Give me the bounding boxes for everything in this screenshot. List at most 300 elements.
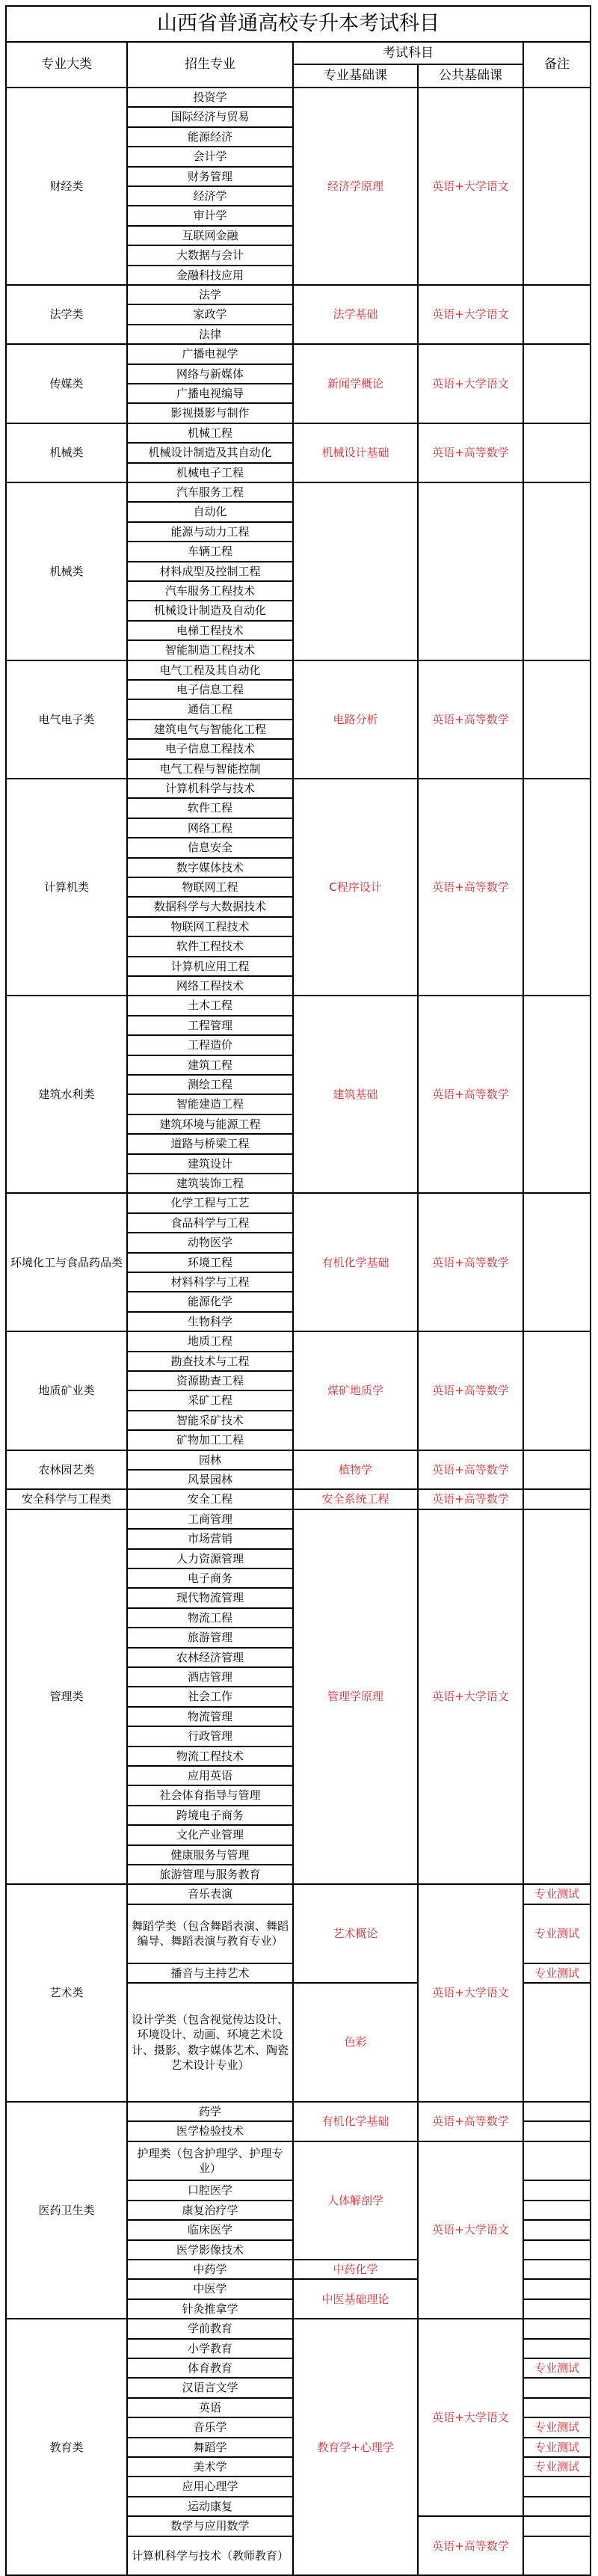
grid-line bbox=[292, 2141, 419, 2142]
major-item: 风景园林 bbox=[187, 1473, 232, 1487]
major-item: 应用心理学 bbox=[182, 2480, 238, 2494]
grid-line bbox=[126, 2397, 294, 2399]
table-title: 山西省普通高校专升本考试科目 bbox=[157, 11, 440, 35]
major-item: 化学工程与工艺 bbox=[170, 1196, 250, 1210]
major-item: 康复治疗学 bbox=[182, 2203, 238, 2217]
public-subject: 英语+高等数学 bbox=[432, 880, 509, 895]
public-subject: 英语+高等数学 bbox=[432, 1255, 509, 1269]
header-professional: 专业基础课 bbox=[324, 68, 387, 84]
professional-subject: 管理学原理 bbox=[327, 1690, 383, 1704]
grid-line bbox=[523, 1982, 591, 1984]
major-item: 计算机应用工程 bbox=[170, 959, 250, 973]
grid-line bbox=[523, 2417, 591, 2418]
major-item: 计算机科学与技术 bbox=[164, 782, 255, 796]
grid-line bbox=[126, 324, 294, 325]
major-item: 旅游管理与服务教育 bbox=[159, 1868, 261, 1882]
major-item: 会计学 bbox=[193, 150, 227, 164]
major-item: 医学影像技术 bbox=[176, 2242, 244, 2257]
professional-subject: 人体解剖学 bbox=[327, 2193, 383, 2207]
grid-line bbox=[126, 225, 294, 227]
major-item: 电子信息工程 bbox=[176, 683, 244, 697]
major-item: 测绘工程 bbox=[187, 1078, 232, 1092]
grid-line bbox=[126, 600, 294, 601]
category-name: 管理类 bbox=[49, 1690, 84, 1704]
grid-line bbox=[523, 2397, 591, 2399]
grid-line bbox=[523, 2120, 591, 2122]
note-professional-test: 专业测试 bbox=[534, 2460, 579, 2474]
grid-line bbox=[523, 41, 524, 2576]
grid-line bbox=[126, 580, 294, 582]
category-name: 教育类 bbox=[49, 2440, 84, 2454]
public-subject: 英语+高等数学 bbox=[432, 1492, 509, 1506]
grid-line bbox=[126, 818, 294, 819]
major-item: 护理类（包含护理学、护理专业） bbox=[137, 2146, 283, 2175]
grid-line bbox=[126, 1844, 294, 1846]
category-name: 农林园艺类 bbox=[38, 1462, 95, 1476]
grid-line bbox=[126, 304, 294, 305]
major-item: 运动康复 bbox=[187, 2499, 232, 2513]
major-item: 影视摄影与制作 bbox=[170, 406, 250, 420]
public-subject: 英语+大学语文 bbox=[432, 2411, 509, 2425]
grid-line bbox=[126, 2515, 294, 2517]
major-item: 广播电视学 bbox=[182, 347, 238, 361]
grid-line bbox=[523, 2180, 591, 2181]
professional-subject: 经济学原理 bbox=[327, 179, 383, 193]
major-item: 人力资源管理 bbox=[176, 1551, 244, 1565]
public-subject: 英语+高等数学 bbox=[432, 2539, 509, 2553]
grid-line bbox=[126, 1666, 294, 1668]
grid-line bbox=[126, 1904, 294, 1905]
grid-line bbox=[126, 205, 294, 206]
grid-line bbox=[523, 2437, 591, 2438]
major-item: 数字媒体技术 bbox=[176, 860, 244, 874]
major-item: 计算机科学与技术（教师教育） bbox=[131, 2548, 289, 2563]
major-item: 舞蹈学类（包含舞蹈表演、舞蹈编导、舞蹈表演与教育专业） bbox=[131, 1919, 289, 1948]
major-item: 数据科学与大数据技术 bbox=[153, 900, 266, 914]
major-item: 社会工作 bbox=[187, 1690, 232, 1704]
major-item: 智能建造工程 bbox=[176, 1097, 244, 1111]
major-item: 软件工程 bbox=[187, 801, 232, 815]
grid-line bbox=[126, 1785, 294, 1786]
professional-subject: C程序设计 bbox=[329, 880, 382, 895]
grid-line bbox=[126, 2141, 294, 2142]
major-item: 播音与主持艺术 bbox=[170, 1966, 250, 1981]
major-item: 采矿工程 bbox=[187, 1393, 232, 1408]
public-subject: 英语+大学语文 bbox=[432, 1986, 509, 2000]
major-item: 文化产业管理 bbox=[176, 1828, 244, 1842]
public-subject: 英语+高等数学 bbox=[432, 2115, 509, 2129]
grid-line bbox=[126, 1094, 294, 1095]
grid-line bbox=[126, 2200, 294, 2201]
grid-line bbox=[126, 1429, 294, 1431]
major-item: 道路与桥梁工程 bbox=[170, 1137, 250, 1151]
grid-line bbox=[126, 1015, 294, 1016]
major-item: 舞蹈学 bbox=[193, 2440, 227, 2454]
major-item: 勘查技术与工程 bbox=[170, 1354, 250, 1368]
grid-line bbox=[126, 41, 128, 2576]
grid-line bbox=[126, 857, 294, 859]
grid-line bbox=[126, 1272, 294, 1273]
table-border-top bbox=[5, 5, 591, 7]
grid-line bbox=[126, 1528, 294, 1530]
grid-line bbox=[523, 2299, 591, 2300]
grid-line bbox=[126, 699, 294, 700]
grid-line bbox=[126, 1469, 294, 1471]
grid-line bbox=[126, 679, 294, 681]
public-subject: 英语+大学语文 bbox=[432, 376, 509, 390]
grid-line bbox=[126, 383, 294, 384]
category-name: 环境化工与食品药品类 bbox=[10, 1255, 123, 1269]
major-item: 物流管理 bbox=[187, 1709, 232, 1723]
public-subject: 英语+大学语文 bbox=[432, 307, 509, 322]
grid-line bbox=[126, 2417, 294, 2418]
grid-line bbox=[417, 2515, 524, 2517]
category-name: 法学类 bbox=[49, 307, 84, 322]
public-subject: 英语+高等数学 bbox=[432, 1462, 509, 1476]
category-name: 艺术类 bbox=[49, 1986, 84, 2000]
grid-line bbox=[126, 245, 294, 246]
major-item: 工商管理 bbox=[187, 1512, 232, 1526]
grid-line bbox=[126, 758, 294, 760]
grid-line bbox=[523, 2141, 591, 2142]
major-item: 家政学 bbox=[193, 307, 227, 322]
major-item: 应用英语 bbox=[187, 1769, 232, 1783]
major-item: 学前教育 bbox=[187, 2322, 232, 2336]
major-item: 工程造价 bbox=[187, 1038, 232, 1052]
major-item: 互联网金融 bbox=[182, 228, 238, 242]
major-item: 经济学 bbox=[193, 189, 227, 203]
grid-line bbox=[292, 64, 524, 65]
grid-line bbox=[126, 521, 294, 523]
category-name: 电气电子类 bbox=[38, 712, 95, 726]
grid-line bbox=[126, 2180, 294, 2181]
major-item: 动物医学 bbox=[187, 1236, 232, 1250]
major-item: 环境工程 bbox=[187, 1255, 232, 1269]
public-subject: 英语+高等数学 bbox=[432, 446, 509, 460]
grid-line bbox=[126, 1963, 294, 1964]
major-item: 食品科学与工程 bbox=[170, 1215, 250, 1230]
major-item: 软件工程技术 bbox=[176, 939, 244, 954]
grid-line bbox=[126, 2239, 294, 2241]
grid-line bbox=[523, 2377, 591, 2379]
grid-line bbox=[523, 2219, 591, 2221]
category-name: 地质矿业类 bbox=[38, 1384, 95, 1398]
grid-line bbox=[126, 1627, 294, 1628]
grid-line bbox=[126, 719, 294, 720]
major-item: 机械电子工程 bbox=[176, 465, 244, 479]
major-item: 中药学 bbox=[193, 2263, 227, 2277]
header-note: 备注 bbox=[544, 57, 570, 73]
grid-line bbox=[126, 1607, 294, 1609]
major-item: 材料成型及控制工程 bbox=[159, 564, 261, 578]
grid-line bbox=[126, 1311, 294, 1313]
grid-line bbox=[5, 41, 591, 43]
major-item: 资源勘查工程 bbox=[176, 1374, 244, 1388]
grid-line bbox=[523, 2496, 591, 2497]
grid-line bbox=[126, 1370, 294, 1372]
grid-line bbox=[126, 956, 294, 957]
grid-line bbox=[292, 2278, 419, 2280]
major-item: 行政管理 bbox=[187, 1729, 232, 1744]
major-item: 机械工程 bbox=[187, 426, 232, 440]
note-professional-test: 专业测试 bbox=[534, 1927, 579, 1941]
header-exam: 考试科目 bbox=[383, 45, 434, 61]
grid-line bbox=[126, 2219, 294, 2221]
professional-subject: 中医基础理论 bbox=[321, 2292, 389, 2306]
major-item: 法学 bbox=[198, 288, 221, 302]
grid-line bbox=[126, 1805, 294, 1806]
grid-line bbox=[126, 1212, 294, 1214]
grid-line bbox=[523, 1963, 591, 1964]
professional-subject: 艺术概论 bbox=[333, 1927, 378, 1941]
grid-line bbox=[126, 1824, 294, 1826]
grid-line bbox=[126, 1390, 294, 1391]
grid-line bbox=[126, 797, 294, 799]
public-subject: 英语+大学语文 bbox=[432, 1690, 509, 1704]
professional-subject: 教育学+心理学 bbox=[317, 2440, 394, 2454]
grid-line bbox=[126, 2437, 294, 2438]
table-border-left bbox=[5, 5, 7, 2576]
major-item: 中医学 bbox=[193, 2282, 227, 2296]
grid-line bbox=[126, 1686, 294, 1687]
grid-line bbox=[292, 2259, 419, 2260]
note-professional-test: 专业测试 bbox=[534, 1966, 579, 1981]
grid-line bbox=[126, 1133, 294, 1135]
major-item: 酒店管理 bbox=[187, 1670, 232, 1684]
grid-line bbox=[126, 1706, 294, 1708]
major-item: 园林 bbox=[198, 1453, 221, 1467]
professional-subject: 机械设计基础 bbox=[321, 446, 389, 460]
major-item: 英语 bbox=[198, 2400, 221, 2414]
major-item: 音乐学 bbox=[193, 2420, 227, 2435]
grid-line bbox=[126, 640, 294, 641]
grid-line bbox=[126, 265, 294, 266]
professional-subject: 电路分析 bbox=[333, 712, 378, 726]
grid-line bbox=[126, 1291, 294, 1292]
grid-line bbox=[126, 2358, 294, 2359]
major-item: 网络工程技术 bbox=[176, 979, 244, 993]
grid-line bbox=[126, 1765, 294, 1767]
major-item: 物流工程 bbox=[187, 1610, 232, 1625]
public-subject: 英语+大学语文 bbox=[432, 179, 509, 193]
major-item: 体育教育 bbox=[187, 2361, 232, 2376]
major-item: 汽车服务工程技术 bbox=[164, 584, 255, 598]
major-item: 数学与应用数学 bbox=[170, 2519, 250, 2533]
grid-line bbox=[126, 1114, 294, 1115]
major-item: 市场营销 bbox=[187, 1532, 232, 1546]
grid-line bbox=[126, 462, 294, 464]
grid-line bbox=[126, 1982, 294, 1984]
major-item: 智能制造工程技术 bbox=[164, 643, 255, 657]
grid-line bbox=[126, 975, 294, 977]
grid-line bbox=[126, 146, 294, 147]
major-item: 金融科技应用 bbox=[176, 268, 244, 282]
grid-line bbox=[126, 364, 294, 365]
major-item: 法律 bbox=[198, 327, 221, 341]
grid-line bbox=[126, 185, 294, 187]
major-item: 机械设计制造及其自动化 bbox=[148, 446, 272, 460]
major-item: 电子商务 bbox=[187, 1571, 232, 1586]
public-subject: 英语+高等数学 bbox=[432, 1088, 509, 1102]
major-item: 电气工程与智能控制 bbox=[159, 761, 261, 776]
grid-line bbox=[126, 2299, 294, 2300]
major-item: 工程管理 bbox=[187, 1018, 232, 1032]
grid-line bbox=[523, 1904, 591, 1905]
major-item: 大数据与会计 bbox=[176, 248, 244, 263]
grid-line bbox=[126, 501, 294, 503]
category-name: 计算机类 bbox=[43, 880, 89, 895]
grid-line bbox=[523, 2338, 591, 2340]
major-item: 物联网工程 bbox=[182, 880, 238, 895]
grid-line bbox=[523, 2476, 591, 2477]
major-item: 农林经济管理 bbox=[176, 1650, 244, 1664]
category-name: 机械类 bbox=[49, 446, 84, 460]
header-major: 招生专业 bbox=[185, 57, 235, 73]
major-item: 电子信息工程技术 bbox=[164, 742, 255, 756]
major-item: 音乐表演 bbox=[187, 1887, 232, 1901]
grid-line bbox=[126, 738, 294, 740]
major-item: 物流工程技术 bbox=[176, 1749, 244, 1763]
grid-line bbox=[523, 2536, 591, 2537]
major-item: 智能采矿技术 bbox=[176, 1413, 244, 1427]
grid-line bbox=[126, 1410, 294, 1411]
grid-line bbox=[126, 1173, 294, 1174]
grid-line bbox=[126, 166, 294, 168]
professional-subject: 法学基础 bbox=[333, 307, 378, 322]
grid-line bbox=[126, 1726, 294, 1727]
major-item: 设计学类（包含视觉传达设计、环境设计、动画、环境艺术设计、摄影、数字媒体艺术、陶瓷艺术设计专业） bbox=[131, 2013, 289, 2072]
major-item: 地质工程 bbox=[187, 1334, 232, 1349]
grid-line bbox=[417, 64, 419, 2576]
professional-subject: 新闻学概论 bbox=[327, 376, 383, 390]
major-item: 审计学 bbox=[193, 209, 227, 223]
category-name: 医药卫生类 bbox=[38, 2203, 95, 2217]
grid-line bbox=[126, 1055, 294, 1056]
grid-line bbox=[126, 936, 294, 937]
grid-line bbox=[126, 1351, 294, 1352]
grid-line bbox=[126, 1568, 294, 1569]
major-item: 汉语言文学 bbox=[182, 2381, 238, 2395]
header-public: 公共基础课 bbox=[439, 68, 502, 84]
grid-line bbox=[523, 2456, 591, 2458]
category-name: 传媒类 bbox=[49, 376, 84, 390]
major-item: 信息安全 bbox=[187, 841, 232, 855]
grid-line bbox=[126, 837, 294, 838]
note-professional-test: 专业测试 bbox=[534, 2440, 579, 2454]
professional-subject: 植物学 bbox=[338, 1462, 372, 1476]
category-name: 安全科学与工程类 bbox=[21, 1492, 111, 1506]
grid-line bbox=[126, 620, 294, 622]
grid-line bbox=[126, 1548, 294, 1550]
major-item: 材料科学与工程 bbox=[170, 1275, 250, 1289]
grid-line bbox=[417, 2141, 524, 2142]
major-item: 电气工程及其自动化 bbox=[159, 663, 261, 677]
major-item: 药学 bbox=[198, 2104, 221, 2118]
grid-line bbox=[126, 561, 294, 562]
grid-line bbox=[126, 2496, 294, 2497]
professional-subject: 煤矿地质学 bbox=[327, 1384, 383, 1398]
table-border-right bbox=[590, 5, 591, 2576]
professional-subject: 安全系统工程 bbox=[321, 1492, 389, 1506]
major-item: 能源经济 bbox=[187, 129, 232, 144]
grid-line bbox=[292, 1982, 419, 1984]
major-item: 健康服务与管理 bbox=[170, 1847, 250, 1862]
grid-line bbox=[126, 2476, 294, 2477]
major-item: 车辆工程 bbox=[187, 545, 232, 559]
major-item: 物联网工程技术 bbox=[170, 919, 250, 933]
professional-subject: 有机化学基础 bbox=[321, 1255, 389, 1269]
grid-line bbox=[523, 2515, 591, 2517]
major-item: 建筑装饰工程 bbox=[176, 1177, 244, 1191]
grid-line bbox=[126, 2259, 294, 2260]
major-item: 美术学 bbox=[193, 2460, 227, 2474]
major-item: 国际经济与贸易 bbox=[170, 110, 250, 124]
major-item: 临床医学 bbox=[187, 2223, 232, 2237]
grid-line bbox=[523, 2358, 591, 2359]
grid-line bbox=[126, 1252, 294, 1254]
major-item: 财务管理 bbox=[187, 169, 232, 183]
major-item: 现代物流管理 bbox=[176, 1591, 244, 1605]
grid-line bbox=[126, 1074, 294, 1076]
major-item: 自动化 bbox=[193, 505, 227, 519]
professional-subject: 有机化学基础 bbox=[321, 2115, 389, 2129]
major-item: 旅游管理 bbox=[187, 1631, 232, 1645]
major-item: 口腔医学 bbox=[187, 2183, 232, 2198]
category-name: 机械类 bbox=[49, 564, 84, 578]
professional-subject: 中药化学 bbox=[333, 2263, 378, 2277]
grid-line bbox=[126, 1864, 294, 1865]
grid-line bbox=[126, 877, 294, 878]
grid-line bbox=[523, 2278, 591, 2280]
grid-line bbox=[126, 2536, 294, 2537]
note-professional-test: 专业测试 bbox=[534, 1887, 579, 1901]
grid-line bbox=[126, 1232, 294, 1233]
grid-line bbox=[126, 2338, 294, 2340]
major-item: 能源化学 bbox=[187, 1295, 232, 1309]
grid-line bbox=[126, 1153, 294, 1155]
major-item: 广播电视编导 bbox=[176, 387, 244, 401]
major-item: 投资学 bbox=[193, 91, 227, 105]
major-item: 矿物加工工程 bbox=[176, 1433, 244, 1447]
major-item: 机械设计制造及自动化 bbox=[153, 604, 266, 618]
major-item: 安全工程 bbox=[187, 1492, 232, 1506]
grid-line bbox=[292, 41, 294, 2576]
major-item: 医学检验技术 bbox=[176, 2124, 244, 2138]
grid-line bbox=[126, 2456, 294, 2458]
grid-line bbox=[126, 442, 294, 444]
grid-line bbox=[126, 541, 294, 542]
major-item: 土木工程 bbox=[187, 999, 232, 1013]
professional-subject: 建筑基础 bbox=[333, 1088, 378, 1102]
grid-line bbox=[126, 1034, 294, 1036]
category-name: 财经类 bbox=[49, 179, 84, 193]
major-item: 汽车服务工程 bbox=[176, 485, 244, 500]
category-name: 建筑水利类 bbox=[38, 1088, 95, 1102]
grid-line bbox=[523, 2200, 591, 2201]
major-item: 通信工程 bbox=[187, 702, 232, 717]
major-item: 网络与新媒体 bbox=[176, 367, 244, 381]
public-subject: 英语+大学语文 bbox=[432, 2223, 509, 2237]
major-item: 能源与动力工程 bbox=[170, 524, 250, 539]
major-item: 生物科学 bbox=[187, 1314, 232, 1328]
major-item: 社会体育指导与管理 bbox=[159, 1788, 261, 1803]
grid-line bbox=[126, 2120, 294, 2122]
public-subject: 英语+高等数学 bbox=[432, 1384, 509, 1398]
grid-line bbox=[126, 402, 294, 404]
header-category: 专业大类 bbox=[41, 57, 92, 73]
public-subject: 英语+高等数学 bbox=[432, 712, 509, 726]
major-item: 建筑设计 bbox=[187, 1156, 232, 1171]
